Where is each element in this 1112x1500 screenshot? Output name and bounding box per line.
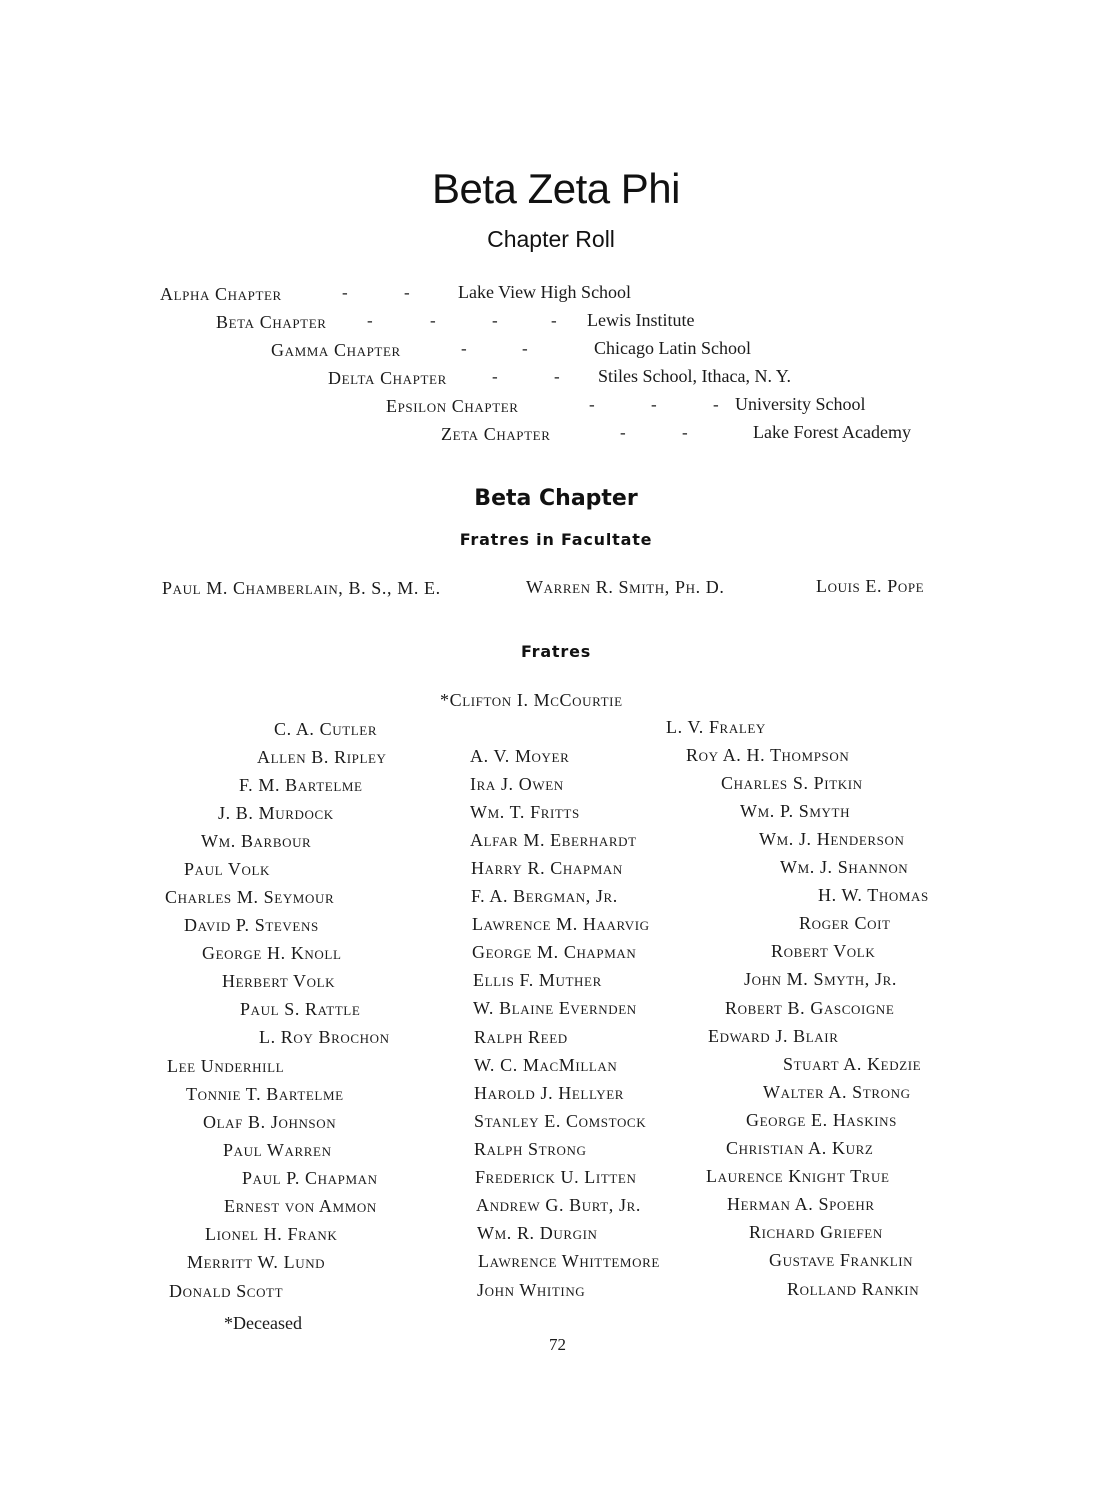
member-name: Stanley E. Comstock xyxy=(474,1111,647,1131)
member-name: Ira J. Owen xyxy=(470,774,564,794)
chapter-school: University School xyxy=(735,394,866,414)
faculty-member: Warren R. Smith, Ph. D. xyxy=(526,577,725,597)
member-name: Paul S. Rattle xyxy=(240,999,361,1019)
member-name: Lee Underhill xyxy=(167,1056,285,1076)
member-name: Ralph Strong xyxy=(474,1139,587,1159)
member-name: F. A. Bergman, Jr. xyxy=(471,886,618,906)
leader-dash: - xyxy=(551,311,557,330)
member-name: Wm. T. Fritts xyxy=(470,802,580,822)
member-name: Lionel H. Frank xyxy=(205,1224,338,1244)
leader-dash: - xyxy=(589,395,595,414)
member-name: Charles M. Seymour xyxy=(165,887,335,907)
member-name: Laurence Knight True xyxy=(706,1166,890,1186)
member-name: Lawrence M. Haarvig xyxy=(472,914,650,934)
member-name: John Whiting xyxy=(477,1280,586,1300)
member-name: David P. Stevens xyxy=(184,915,319,935)
member-name: Ralph Reed xyxy=(474,1027,568,1047)
chapter-name: Beta Chapter xyxy=(216,312,327,332)
leader-dash: - xyxy=(492,367,498,386)
leader-dash: - xyxy=(682,423,688,442)
chapter-name: Alpha Chapter xyxy=(160,284,282,304)
member-name: Herbert Volk xyxy=(222,971,336,991)
deceased-member: *Clifton I. McCourtie xyxy=(440,690,623,710)
member-name: Tonnie T. Bartelme xyxy=(186,1084,344,1104)
member-name: Frederick U. Litten xyxy=(475,1167,637,1187)
member-name: Robert Volk xyxy=(771,941,876,961)
chapter-school: Chicago Latin School xyxy=(594,338,751,358)
leader-dash: - xyxy=(651,395,657,414)
member-name: H. W. Thomas xyxy=(818,885,929,905)
member-name: Andrew G. Burt, Jr. xyxy=(476,1195,641,1215)
member-name: Wm. R. Durgin xyxy=(477,1223,598,1243)
member-name: Ernest von Ammon xyxy=(224,1196,377,1216)
member-name: Harry R. Chapman xyxy=(471,858,623,878)
page-subtitle: Chapter Roll xyxy=(487,226,615,252)
leader-dash: - xyxy=(522,339,528,358)
page-number: 72 xyxy=(549,1335,566,1354)
footnote: *Deceased xyxy=(224,1313,302,1333)
leader-dash: - xyxy=(430,311,436,330)
leader-dash: - xyxy=(554,367,560,386)
leader-dash: - xyxy=(713,395,719,414)
member-name: F. M. Bartelme xyxy=(239,775,363,795)
faculty-member: Louis E. Pope xyxy=(816,576,925,596)
section-heading: Beta Chapter xyxy=(474,486,638,511)
member-name: Roger Coit xyxy=(799,913,891,933)
member-name: Allen B. Ripley xyxy=(257,747,387,767)
member-name: L. Roy Brochon xyxy=(259,1027,390,1047)
member-name: Richard Griefen xyxy=(749,1222,883,1242)
member-name: Wm. Barbour xyxy=(201,831,312,851)
chapter-school: Lake View High School xyxy=(458,282,632,302)
member-name: Ellis F. Muther xyxy=(473,970,602,990)
page-title: Beta Zeta Phi xyxy=(432,165,680,212)
faculty-heading: Fratres in Facultate xyxy=(459,530,653,549)
member-name: Merritt W. Lund xyxy=(187,1252,326,1272)
member-name: L. V. Fraley xyxy=(666,717,766,737)
member-name: Donald Scott xyxy=(169,1281,284,1301)
member-name: Alfar M. Eberhardt xyxy=(470,830,637,850)
member-name: Wm. P. Smyth xyxy=(740,801,851,821)
member-name: George H. Knoll xyxy=(202,943,342,963)
chapter-school: Lewis Institute xyxy=(587,310,695,330)
member-name: Stuart A. Kedzie xyxy=(783,1054,922,1074)
member-name: Olaf B. Johnson xyxy=(203,1112,337,1132)
member-name: Wm. J. Shannon xyxy=(780,857,909,877)
member-name: John M. Smyth, Jr. xyxy=(744,969,897,989)
member-name: Charles S. Pitkin xyxy=(721,773,863,793)
member-name: W. C. MacMillan xyxy=(474,1055,618,1075)
member-name: Gustave Franklin xyxy=(769,1250,914,1270)
member-name: Walter A. Strong xyxy=(763,1082,911,1102)
member-name: Harold J. Hellyer xyxy=(474,1083,625,1103)
chapter-school: Lake Forest Academy xyxy=(753,422,911,442)
member-name: Lawrence Whittemore xyxy=(478,1251,660,1271)
member-name: W. Blaine Evernden xyxy=(473,998,637,1018)
member-name: George M. Chapman xyxy=(472,942,637,962)
leader-dash: - xyxy=(367,311,373,330)
member-name: Paul Warren xyxy=(223,1140,332,1160)
member-name: Rolland Rankin xyxy=(787,1279,920,1299)
member-name: Robert B. Gascoigne xyxy=(725,998,895,1018)
member-name: Herman A. Spoehr xyxy=(727,1194,875,1214)
fratres-heading: Fratres xyxy=(520,642,592,661)
member-name: George E. Haskins xyxy=(746,1110,897,1130)
leader-dash: - xyxy=(404,283,410,302)
chapter-name: Epsilon Chapter xyxy=(386,396,519,416)
member-name: Paul Volk xyxy=(184,859,271,879)
faculty-member: Paul M. Chamberlain, B. S., M. E. xyxy=(162,578,441,598)
member-name: Paul P. Chapman xyxy=(242,1168,378,1188)
leader-dash: - xyxy=(620,423,626,442)
chapter-name: Delta Chapter xyxy=(328,368,447,388)
member-name: C. A. Cutler xyxy=(274,719,378,739)
member-name: Edward J. Blair xyxy=(708,1026,839,1046)
chapter-name: Gamma Chapter xyxy=(271,340,401,360)
chapter-school: Stiles School, Ithaca, N. Y. xyxy=(598,366,791,386)
leader-dash: - xyxy=(461,339,467,358)
member-name: Christian A. Kurz xyxy=(726,1138,874,1158)
leader-dash: - xyxy=(342,283,348,302)
member-name: Roy A. H. Thompson xyxy=(686,745,850,765)
member-name: Wm. J. Henderson xyxy=(759,829,905,849)
chapter-name: Zeta Chapter xyxy=(441,424,551,444)
leader-dash: - xyxy=(492,311,498,330)
member-name: A. V. Moyer xyxy=(470,746,570,766)
member-name: J. B. Murdock xyxy=(218,803,334,823)
